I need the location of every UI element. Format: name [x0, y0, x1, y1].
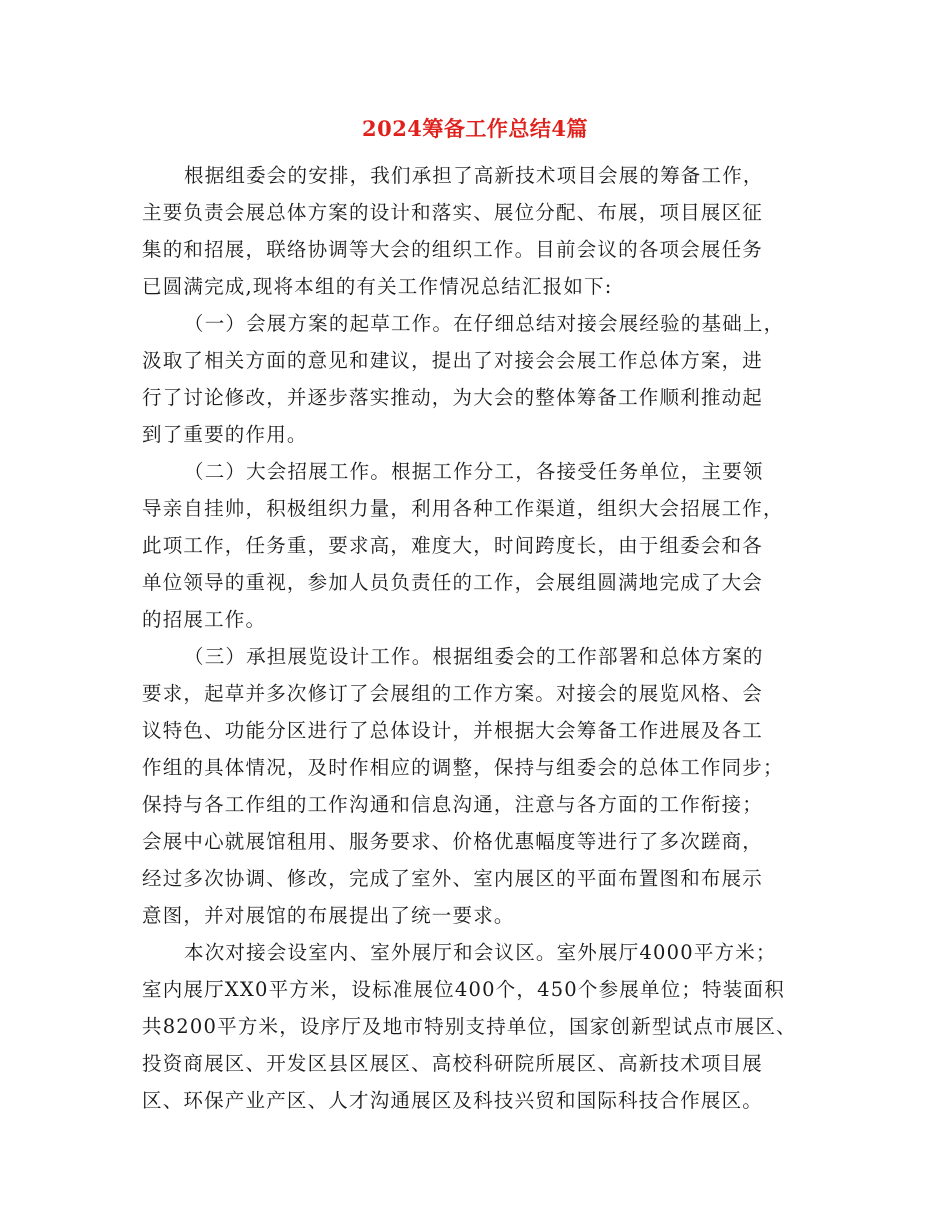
paragraph-4-line-3: 议特色、功能分区进行了总体设计，并根据大会筹备工作进展及各工 — [142, 719, 764, 742]
paragraph-1-line-4: 已圆满完成,现将本组的有关工作情况总结汇报如下: — [142, 275, 613, 298]
paragraph-4-line-2: 要求，起草并多次修订了会展组的工作方案。对接会的展览风格、会 — [142, 682, 764, 705]
paragraph-4-line-5: 保持与各工作组的工作沟通和信息沟通，注意与各方面的工作衔接； — [142, 793, 764, 816]
paragraph-2-line-1: （一）会展方案的起草工作。在仔细总结对接会展经验的基础上， — [184, 312, 785, 335]
paragraph-4-line-4: 作组的具体情况，及时作相应的调整，保持与组委会的总体工作同步； — [142, 756, 784, 779]
paragraph-4-line-8: 意图，并对展馆的布展提出了统一要求。 — [142, 904, 515, 927]
paragraph-5-line-1: 本次对接会设室内、室外展厅和会议区。室外展厅4000平方米； — [184, 941, 777, 964]
paragraph-1-line-3: 集的和招展，联络协调等大会的组织工作。目前会议的各项会展任务 — [142, 238, 764, 261]
paragraph-3-line-1: （二）大会招展工作。根据工作分工，各接受任务单位，主要领 — [184, 460, 764, 483]
paragraph-3-line-5: 的招展工作。 — [142, 608, 267, 631]
document-title: 2024筹备工作总结4篇 — [361, 116, 589, 141]
paragraph-5-line-4: 投资商展区、开发区县区展区、高校科研院所展区、高新技术项目展 — [142, 1052, 764, 1075]
paragraph-3-line-2: 导亲自挂帅，积极组织力量，利用各种工作渠道，组织大会招展工作， — [142, 497, 784, 520]
document-body — [142, 160, 822, 1122]
paragraph-4-line-7: 经过多次协调、修改，完成了室外、室内展区的平面布置图和布展示 — [142, 867, 764, 890]
paragraph-2-line-4: 到了重要的作用。 — [142, 423, 308, 446]
paragraph-1-line-2: 主要负责会展总体方案的设计和落实、展位分配、布展，项目展区征 — [142, 201, 764, 224]
paragraph-4-line-1: （三）承担展览设计工作。根据组委会的工作部署和总体方案的 — [184, 645, 764, 668]
paragraph-2-line-3: 行了讨论修改，并逐步落实推动，为大会的整体筹备工作顺利推动起 — [142, 386, 764, 409]
paragraph-5-line-3: 共8200平方米，设序厅及地市特别支持单位，国家创新型试点市展区、 — [142, 1015, 797, 1038]
paragraph-2-line-2: 汲取了相关方面的意见和建议，提出了对接会会展工作总体方案，进 — [142, 349, 764, 372]
paragraph-1-line-1: 根据组委会的安排，我们承担了高新技术项目会展的筹备工作， — [184, 164, 764, 187]
paragraph-3-line-4: 单位领导的重视，参加人员负责任的工作，会展组圆满地完成了大会 — [142, 571, 764, 594]
paragraph-4-line-6: 会展中心就展馆租用、服务要求、价格优惠幅度等进行了多次蹉商， — [142, 830, 764, 853]
paragraph-3-line-3: 此项工作，任务重，要求高，难度大，时间跨度长，由于组委会和各 — [142, 534, 764, 557]
paragraph-5-line-2: 室内展厅XX0平方米，设标准展位400个，450个参展单位；特装面积 — [142, 978, 785, 1001]
paragraph-5-line-5: 区、环保产业产区、人才沟通展区及科技兴贸和国际科技合作展区。 — [142, 1089, 764, 1112]
